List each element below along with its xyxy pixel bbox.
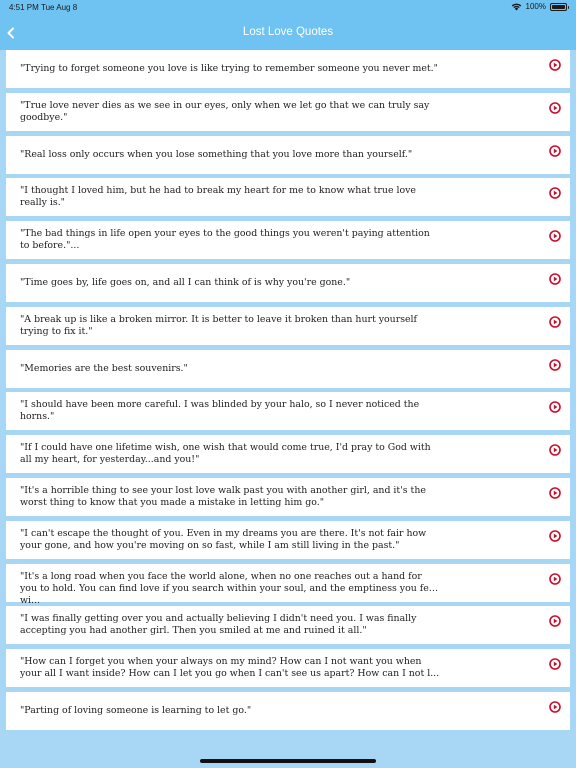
- quote-text: "A break up is like a broken mirror. It is better to leave it broken than hurt yourself trying to fix it.": [20, 313, 418, 337]
- play-icon[interactable]: [549, 359, 561, 371]
- quote-text: "I thought I loved him, but he had to break my heart for me to know what true love really is.": [20, 185, 416, 209]
- quote-text: "Time goes by, life goes on, and all I can think of is why you're gone.": [20, 277, 351, 288]
- quote-row[interactable]: [6, 478, 570, 516]
- play-icon[interactable]: [549, 230, 561, 242]
- status-bar: [0, 0, 576, 16]
- quote-row[interactable]: [6, 392, 570, 430]
- status-right: [511, 2, 567, 11]
- quote-row[interactable]: [6, 178, 570, 216]
- quote-text-container: [20, 606, 440, 644]
- play-icon[interactable]: [549, 701, 561, 713]
- quote-text-container: [20, 307, 440, 345]
- quote-text: "The bad things in life open your eyes to the good things you weren't paying attention to before."...: [20, 228, 430, 252]
- quote-text-container: [20, 178, 440, 216]
- quote-text-container: [20, 350, 440, 388]
- quote-text: "Parting of loving someone is learning to let go.": [20, 705, 252, 716]
- status-time: 4:51 PM: [9, 3, 39, 12]
- play-icon[interactable]: [549, 487, 561, 499]
- play-icon[interactable]: [549, 530, 561, 542]
- quote-text-container: [20, 264, 440, 302]
- quote-row[interactable]: [6, 350, 570, 388]
- quote-text: "It's a horrible thing to see your lost love walk past you with another girl, and it's the worst thing to know that you made a mistake in letting him go.": [20, 485, 426, 508]
- home-indicator[interactable]: [200, 759, 376, 763]
- quote-row[interactable]: [6, 136, 570, 174]
- quote-row[interactable]: [6, 521, 570, 559]
- play-icon[interactable]: [549, 187, 561, 199]
- page-title: Lost Love Quotes: [242, 26, 334, 38]
- quote-text: "True love never dies as we see in our eyes, only when we let go that we can truly say goodbye.": [20, 99, 430, 123]
- quote-row[interactable]: [6, 50, 570, 88]
- quote-text-container: [20, 649, 440, 687]
- quote-row[interactable]: [6, 692, 570, 730]
- quote-text: "I was finally getting over you and actually believing I didn't need you. I was finally accepting you had another girl. Then you smiled at me and ruined it all.": [20, 613, 417, 637]
- quote-row[interactable]: [6, 649, 570, 687]
- quote-text-container: [20, 221, 440, 259]
- quote-text: "Real loss only occurs when you lose something that you love more than yourself.": [20, 148, 413, 160]
- play-icon[interactable]: [549, 316, 561, 328]
- quote-text: "I can't escape the thought of you. Even in my dreams you are there. It's not fair how your gone, and how you're moving on so fast, while I am still living in the past.": [20, 527, 427, 551]
- quote-text-container: [20, 93, 440, 131]
- quote-row[interactable]: [6, 307, 570, 345]
- quote-text: "If I could have one lifetime wish, one wish that would come true, I'd pray to God with all my heart, for yesterday...and you!": [20, 442, 431, 466]
- play-icon[interactable]: [549, 401, 561, 413]
- play-icon[interactable]: [549, 102, 561, 114]
- quote-text-container: [20, 692, 440, 730]
- play-icon[interactable]: [549, 615, 561, 627]
- wifi-icon: [511, 3, 522, 11]
- quote-text-container: [20, 136, 440, 174]
- quote-row[interactable]: [6, 264, 570, 302]
- quote-text-container: [20, 521, 440, 559]
- quote-text: "Trying to forget someone you love is like trying to remember someone you never met.": [20, 63, 438, 74]
- quote-row[interactable]: [6, 221, 570, 259]
- quote-text-container: [20, 478, 440, 516]
- play-icon[interactable]: [549, 658, 561, 670]
- quote-text: "I should have been more careful. I was blinded by your halo, so I never noticed the horns.": [20, 399, 420, 423]
- play-icon[interactable]: [549, 573, 561, 585]
- play-icon[interactable]: [549, 59, 561, 71]
- quote-row[interactable]: [6, 93, 570, 131]
- quote-text: "How can I forget you when your always on my mind? How can I not want you when your all I want inside? How can I let you go when I can't see us apart? How can I not l...: [20, 656, 440, 680]
- quote-row[interactable]: [6, 564, 570, 606]
- battery-icon: [550, 3, 567, 11]
- play-icon[interactable]: [549, 273, 561, 285]
- navigation-bar: [0, 16, 576, 50]
- play-icon[interactable]: [549, 444, 561, 456]
- quote-row[interactable]: [6, 606, 570, 644]
- battery-percent: 100%: [525, 2, 546, 11]
- quote-text: "It's a long road when you face the world alone, when no one reaches out a hand for you to hold. You can find love if you search within your soul, and the emptiness you felt wi...: [20, 570, 436, 606]
- quote-text-container: [20, 392, 440, 430]
- battery-level: [552, 5, 565, 9]
- quote-text-container: [20, 50, 440, 88]
- play-icon[interactable]: [549, 145, 561, 157]
- quote-text-container: [20, 564, 440, 606]
- quote-row[interactable]: [6, 435, 570, 473]
- quote-text: "Memories are the best souvenirs.": [20, 362, 188, 374]
- quote-text-container: [20, 435, 440, 473]
- status-date: Tue Aug 8: [41, 3, 78, 12]
